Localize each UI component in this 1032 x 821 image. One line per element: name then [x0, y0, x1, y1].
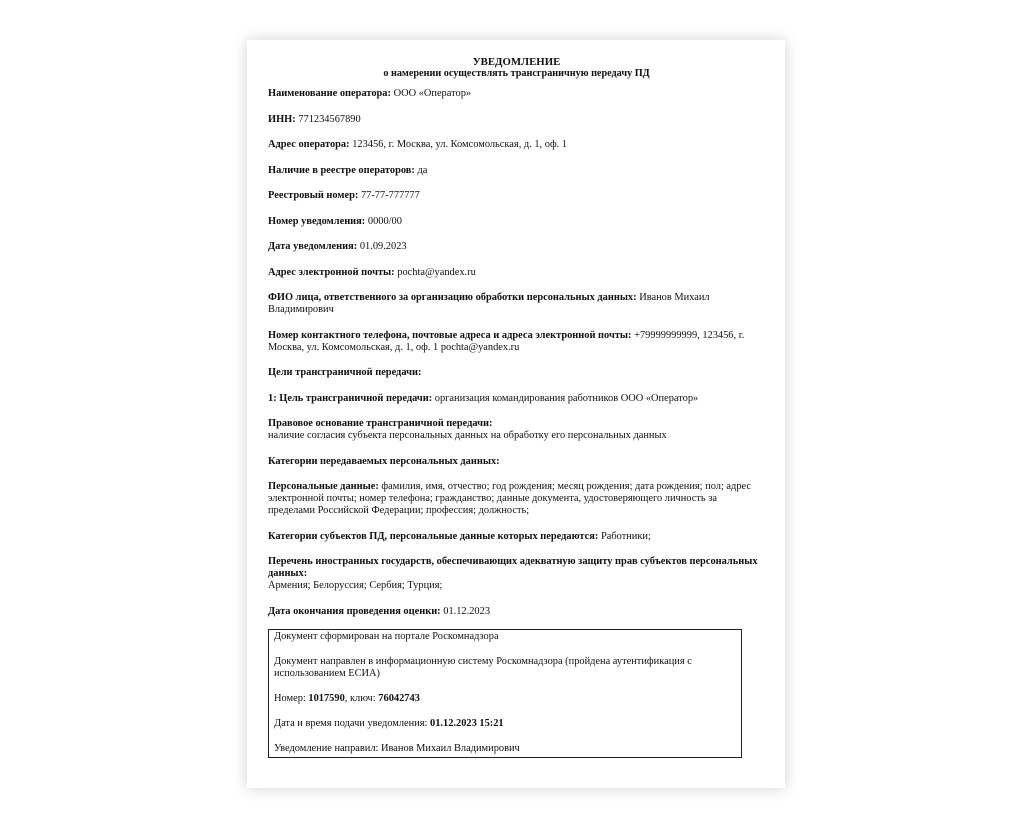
field-inn: [268, 114, 765, 126]
document-page: [247, 40, 785, 788]
datetime-label: Дата и время подачи уведомления:: [274, 718, 428, 729]
field-assessment-end: [268, 606, 765, 618]
field-operator-name: [268, 88, 765, 100]
field-goal-1: [268, 393, 765, 405]
field-contacts: [268, 330, 765, 354]
field-transfer-goals: [268, 367, 765, 379]
field-label: Перечень иностранных государств, обеспечивающих адекватную защиту прав субъектов персональных данных:: [268, 556, 758, 579]
field-value: Иванов Михаил Владимирович: [268, 292, 710, 315]
field-label: Категории субъектов ПД, персональные данные которых передаются:: [268, 530, 599, 542]
field-label: ФИО лица, ответственного за организацию обработки персональных данных:: [268, 292, 637, 303]
box-generated-line: Документ сформирован на портале Роскомнадзора: [274, 631, 499, 642]
box-sent-line: Документ направлен в информационную систему Роскомнадзора (пройдена аутентификация с использованием ЕСИА): [274, 656, 692, 679]
field-label: Дата уведомления:: [268, 241, 358, 252]
key-value: 76042743: [378, 693, 420, 704]
number-label: Номер:: [274, 693, 306, 704]
field-value: организация командирования работников ООО «Оператор»: [434, 392, 699, 404]
field-value: да: [417, 164, 428, 176]
field-label: 1: Цель трансграничной передачи:: [268, 392, 433, 404]
field-label: Реестровый номер:: [268, 190, 359, 201]
field-value: 77-77-777777: [360, 190, 420, 201]
field-value: наличие согласия субъекта персональных данных на обработку его персональных данных: [268, 430, 667, 441]
field-label: Адрес оператора:: [268, 139, 350, 150]
field-data-categories: [268, 456, 765, 468]
field-label: Адрес электронной почты:: [268, 266, 395, 278]
field-value: Армения; Белоруссия; Сербия; Турция;: [268, 580, 443, 591]
submission-info-box: [268, 629, 742, 758]
field-registry-number: [268, 190, 765, 202]
field-notice-date: [268, 241, 765, 253]
field-value: 0000/00: [367, 215, 402, 227]
field-notice-number: [268, 216, 765, 228]
field-operator-address: [268, 139, 765, 151]
field-value: Работники;: [600, 530, 651, 542]
field-label: Дата окончания проведения оценки:: [268, 605, 441, 617]
field-value: фамилия, имя, отчество; год рождения; месяц рождения; дата рождения; пол; адрес электронной почты; номер телефона; гражданство; данные документа, удостоверяющего личность за пределами Российской Федерации; профессия; должность;: [268, 481, 752, 516]
field-label: Персональные данные:: [268, 481, 379, 492]
field-value: 01.12.2023: [443, 605, 491, 617]
field-countries: [268, 556, 765, 592]
box-sender-line: Уведомление направил: Иванов Михаил Владимирович: [274, 743, 520, 754]
field-label: Наименование оператора:: [268, 88, 391, 99]
section-heading: Категории передаваемых персональных данных:: [268, 455, 500, 467]
field-label: Наличие в реестре операторов:: [268, 164, 415, 176]
key-label: , ключ:: [344, 693, 376, 704]
field-legal-basis: [268, 418, 765, 442]
box-number-line: [274, 693, 736, 705]
field-responsible-person: [268, 292, 765, 316]
field-registry-presence: [268, 165, 765, 177]
number-value: 1017590: [308, 693, 345, 704]
field-label: Правовое основание трансграничной передачи:: [268, 418, 493, 429]
section-heading: Цели трансграничной передачи:: [268, 367, 422, 378]
field-value: ООО «Оператор»: [393, 88, 472, 99]
field-label: Номер уведомления:: [268, 215, 366, 227]
field-email: [268, 267, 765, 279]
field-subject-categories: [268, 531, 765, 543]
field-label: ИНН:: [268, 113, 296, 125]
field-personal-data: [268, 481, 765, 517]
field-value: pochta@yandex.ru: [397, 266, 476, 278]
field-label: Номер контактного телефона, почтовые адреса и адреса электронной почты:: [268, 329, 632, 341]
field-value: 01.09.2023: [359, 241, 407, 252]
document-subtitle: о намерении осуществлять трансграничную передачу ПД: [383, 68, 650, 79]
field-value: 123456, г. Москва, ул. Комсомольская, д. 1, оф. 1: [352, 139, 568, 150]
field-value: 771234567890: [298, 113, 361, 125]
field-value: +79999999999, 123456, г. Москва, ул. Комсомольская, д. 1, оф. 1 pochta@yandex.ru: [268, 329, 745, 353]
document-title: УВЕДОМЛЕНИЕ: [472, 56, 561, 68]
datetime-value: 01.12.2023 15:21: [430, 718, 504, 729]
box-datetime-line: [274, 718, 736, 730]
